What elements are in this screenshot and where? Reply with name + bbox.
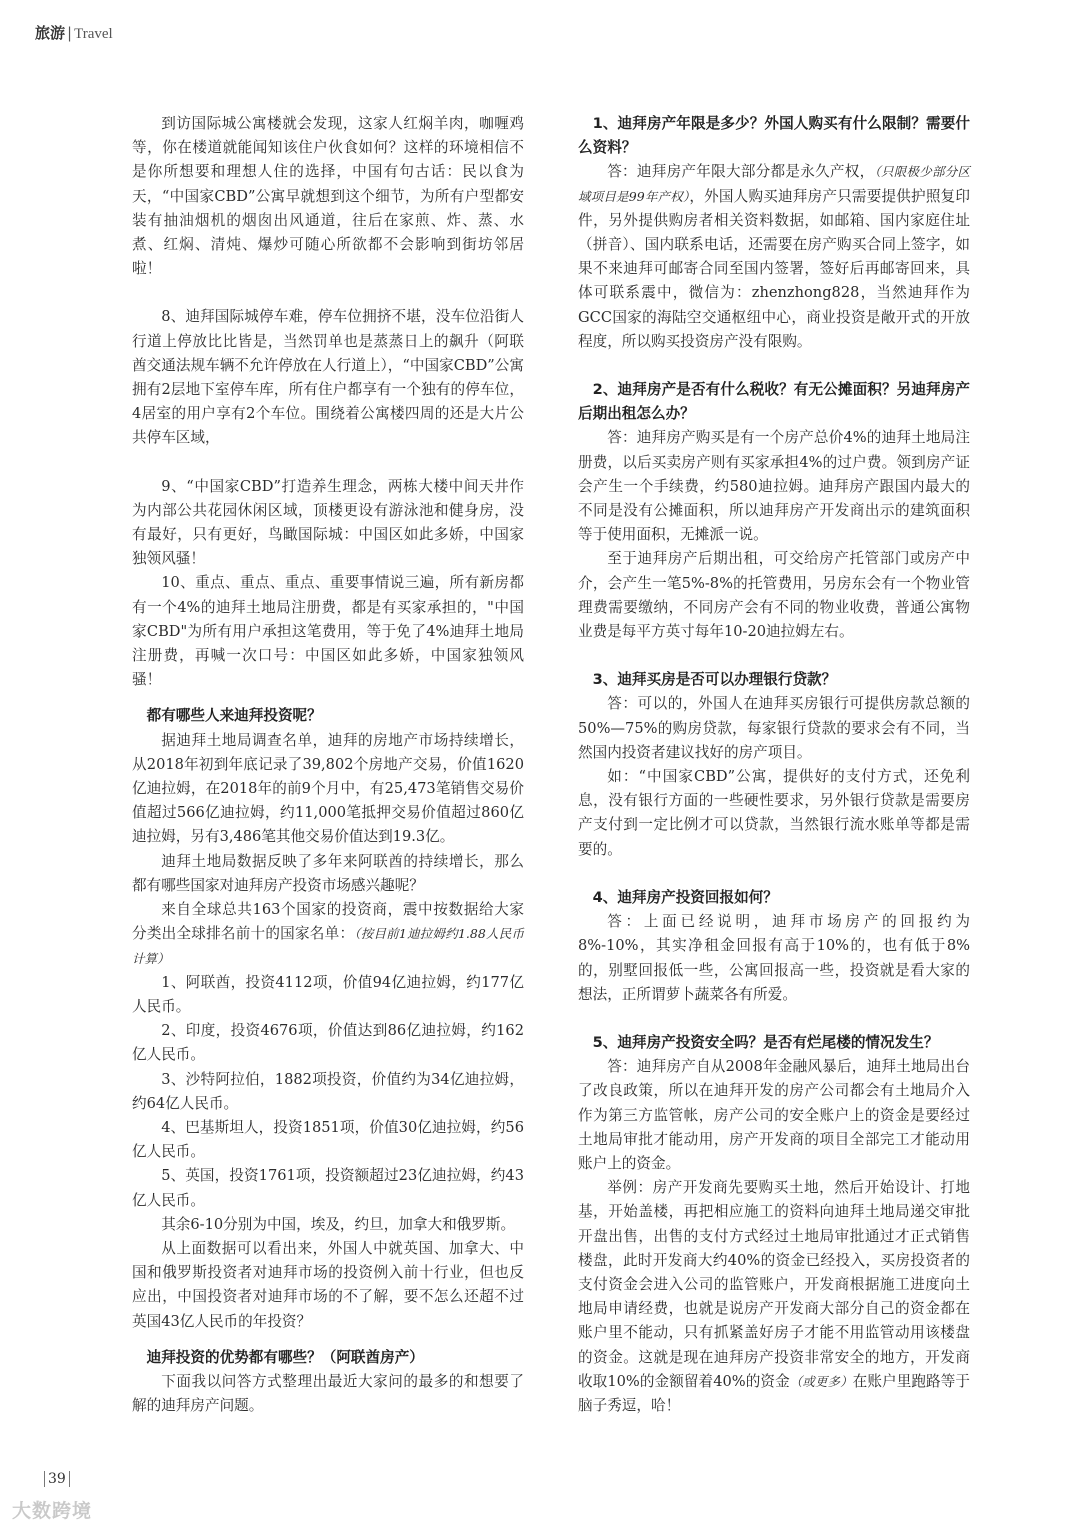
page-number: 39 <box>44 1471 70 1487</box>
question-heading: 3、迪拜买房是否可以办理银行贷款？ <box>592 671 837 689</box>
question-heading: 5、迪拜房产投资安全吗？是否有烂尾楼的情况发生？ <box>592 1033 939 1051</box>
section-header: 旅游 | Travel <box>35 24 113 42</box>
subheading: 迪拜投资的优势都有哪些？（阿联酋房产） <box>146 1348 424 1366</box>
question-heading: 2、迪拜房产是否有什么税收？有无公摊面积？另迪拜房产后期出租怎么办？ <box>578 381 970 423</box>
paragraph: 据迪拜土地局调查名单，迪拜的房地产市场持续增长，从2018年初到年底记录了39,802个房地产交易，价值1620亿迪拉姆，在2018年的前9个月中，有25,473笔销售交易价值超过566亿迪拉姆，约11,000笔抵押交易价值超过860亿迪拉姆，另有3,486笔其他交易价值达到19.3亿。 <box>132 731 524 846</box>
answer: 答：可以的，外国人在迪拜买房银行可提供房款总额的50%—75%的购房贷款，每家银行贷款的要求会有不同，当然国内投资者建议找好的房产项目。 <box>578 695 970 761</box>
answer: 答：迪拜房产购买是有一个房产总价4%的迪拜土地局注册费，以后买卖房产则有买家承担4%的过户费。领到房产证会产生一个手续费，约580迪拉姆。迪拜房产跟国内最大的不同是没有公摊面积，所以迪拜房产开发商出示的建筑面积等于使用面积，无摊派一说。 <box>578 429 970 544</box>
watermark: 大数跨境 <box>12 1500 93 1522</box>
paragraph: 8、迪拜国际城停车难，停车位拥挤不堪，没车位沿街人行道上停放比比皆是，当然罚单也是蒸蒸日上的飙升（阿联酋交通法规车辆不允许停放在人行道上），“中国家CBD”公寓拥有2层地下室停车库，所有住户都享有一个独有的停车位，4居室的用户享有2个车位。围绕着公寓楼四周的还是大片公共停车区域， <box>132 308 524 447</box>
list-item: 5、英国，投资1761项，投资额超过23亿迪拉姆，约43亿人民币。 <box>132 1167 524 1209</box>
list-item: 3、沙特阿拉伯，1882项投资，价值约为34亿迪拉姆，约64亿人民币。 <box>132 1070 524 1112</box>
section-title-en: Travel <box>74 26 113 42</box>
answer: 举例：房产开发商先要购买土地，然后开始设计、打地基，开始盖楼，再把相应施工的资料向迪拜土地局递交审批开盘出售，出售的支付方式经过土地局审批通过才正式销售楼盘，此时开发商大约40%的资金已经投入，买房投资者的支付资金会进入公司的监管账户，开发商根据施工进度向土地局申请经费，也就是说房产开发商大部分自己的资金都在账户里不能动，只有抓紧盖好房子才能不用监管动用该楼盘的资金。这就是现在迪拜房产投资非常安全的地方，开发商收取10%的金额留着40%的资金（或更多）在账户里跑路等于脑子秀逗，哈！ <box>578 1179 970 1414</box>
answer: 答：迪拜房产年限大部分都是永久产权，（只限极少部分区域项目是99年产权），外国人购买迪拜房产只需要提供护照复印件，另外提供购房者相关资料数据，如邮箱、国内家庭住址（拼音）、国内联系电话，还需要在房产购买合同上签字，如果不来迪拜可邮寄合同至国内签署，签好后再邮寄回来，具体可联系震中，微信为：zhenzhong828，当然迪拜作为GCC国家的海陆空交通枢纽中心，商业投资是敞开式的开放程度，所以购买投资房产没有限购。 <box>578 163 970 350</box>
left-column <box>132 112 524 1418</box>
answer: 至于迪拜房产后期出租，可交给房产托管部门或房产中介，会产生一笔5%-8%的托管费用，另房东会有一个物业管理费需要缴纳，不同房产会有不同的物业收费，普通公寓物业费是每平方英寸每年10-20迪拉姆左右。 <box>578 550 970 641</box>
section-title: 旅游 <box>35 24 66 42</box>
paragraph: 到访国际城公寓楼就会发现，这家人红焖羊肉，咖喱鸡等，你在楼道就能闻知该住户伙食如何？这样的环境相信不是你所想要和理想人住的选择，中国有句古话：民以食为天，“中国家CBD”公寓早就想到这个细节，为所有户型都安装有抽油烟机的烟囱出风通道，往后在家煎、炸、蒸、水煮、红焖、清炖、爆炒可随心所欲都不会影响到街坊邻居啦！ <box>132 115 524 278</box>
paragraph: 来自全球总共163个国家的投资商，震中按数据给大家分类出全球排名前十的国家名单：（按目前1迪拉姆约1.88人民币计算） <box>132 901 524 966</box>
question-heading: 1、迪拜房产年限是多少？外国人购买有什么限制？需要什么资料？ <box>578 115 970 157</box>
list-item: 4、巴基斯坦人，投资1851项，价值30亿迪拉姆，约56亿人民币。 <box>132 1118 524 1161</box>
paragraph: 10、重点、重点、重点、重要事情说三遍，所有新房都有一个4%的迪拜土地局注册费，都是有买家承担的，"中国家CBD"为所有用户承担这笔费用，等于免了4%迪拜土地局注册费，再喊一次口号：中国区如此多娇，中国家独领风骚！ <box>132 574 524 689</box>
paragraph: 9、“中国家CBD”打造养生理念，两栋大楼中间天井作为内部公共花园休闲区域，顶楼更设有游泳池和健身房，没有最好，只有更好，鸟瞰国际城：中国区如此多娇，中国家独领风骚！ <box>132 477 524 568</box>
paragraph: 下面我以问答方式整理出最近大家问的最多的和想要了解的迪拜房产问题。 <box>132 1372 524 1415</box>
answer: 如：“中国家CBD”公寓，提供好的支付方式，还免利息，没有银行方面的一些硬性要求，另外银行贷款是需要房产支付到一定比例才可以贷款，当然银行流水账单等都是需要的。 <box>578 768 970 858</box>
answer: 答：迪拜房产自从2008年金融风暴后，迪拜土地局出台了改良政策，所以在迪拜开发的房产公司都会有土地局介入作为第三方监管帐，房产公司的安全账户上的资金是要经过土地局审批才能动用，房产开发商的项目全部完工才能动用账户上的资金。 <box>578 1058 970 1172</box>
paragraph: 从上面数据可以看出来，外国人中就英国、加拿大、中国和俄罗斯投资者对迪拜市场的投资例入前十行业，但也反应出，中国投资者对迪拜市场的不了解，要不怎么还超不过英国43亿人民币的年投资？ <box>132 1239 524 1330</box>
answer: 答：上面已经说明，迪拜市场房产的回报约为8%-10%，其实净租金回报有高于10%的，也有低于8%的，别墅回报低一些，公寓回报高一些，投资就是看大家的想法，正所谓萝卜蔬菜各有所爱。 <box>578 913 970 1003</box>
right-column <box>578 112 970 1418</box>
list-item: 2、印度，投资4676项，价值达到86亿迪拉姆，约162亿人民币。 <box>132 1022 524 1064</box>
list-item: 1、阿联酋，投资4112项，价值94亿迪拉姆，约177亿人民币。 <box>132 973 524 1015</box>
subheading: 都有哪些人来迪拜投资呢？ <box>146 707 322 725</box>
paragraph: 迪拜土地局数据反映了多年来阿联酋的持续增长，那么都有哪些国家对迪拜房产投资市场感兴趣呢？ <box>132 852 524 894</box>
list-item: 其余6-10分别为中国，埃及，约旦，加拿大和俄罗斯。 <box>161 1215 516 1233</box>
question-heading: 4、迪拜房产投资回报如何？ <box>592 888 778 906</box>
